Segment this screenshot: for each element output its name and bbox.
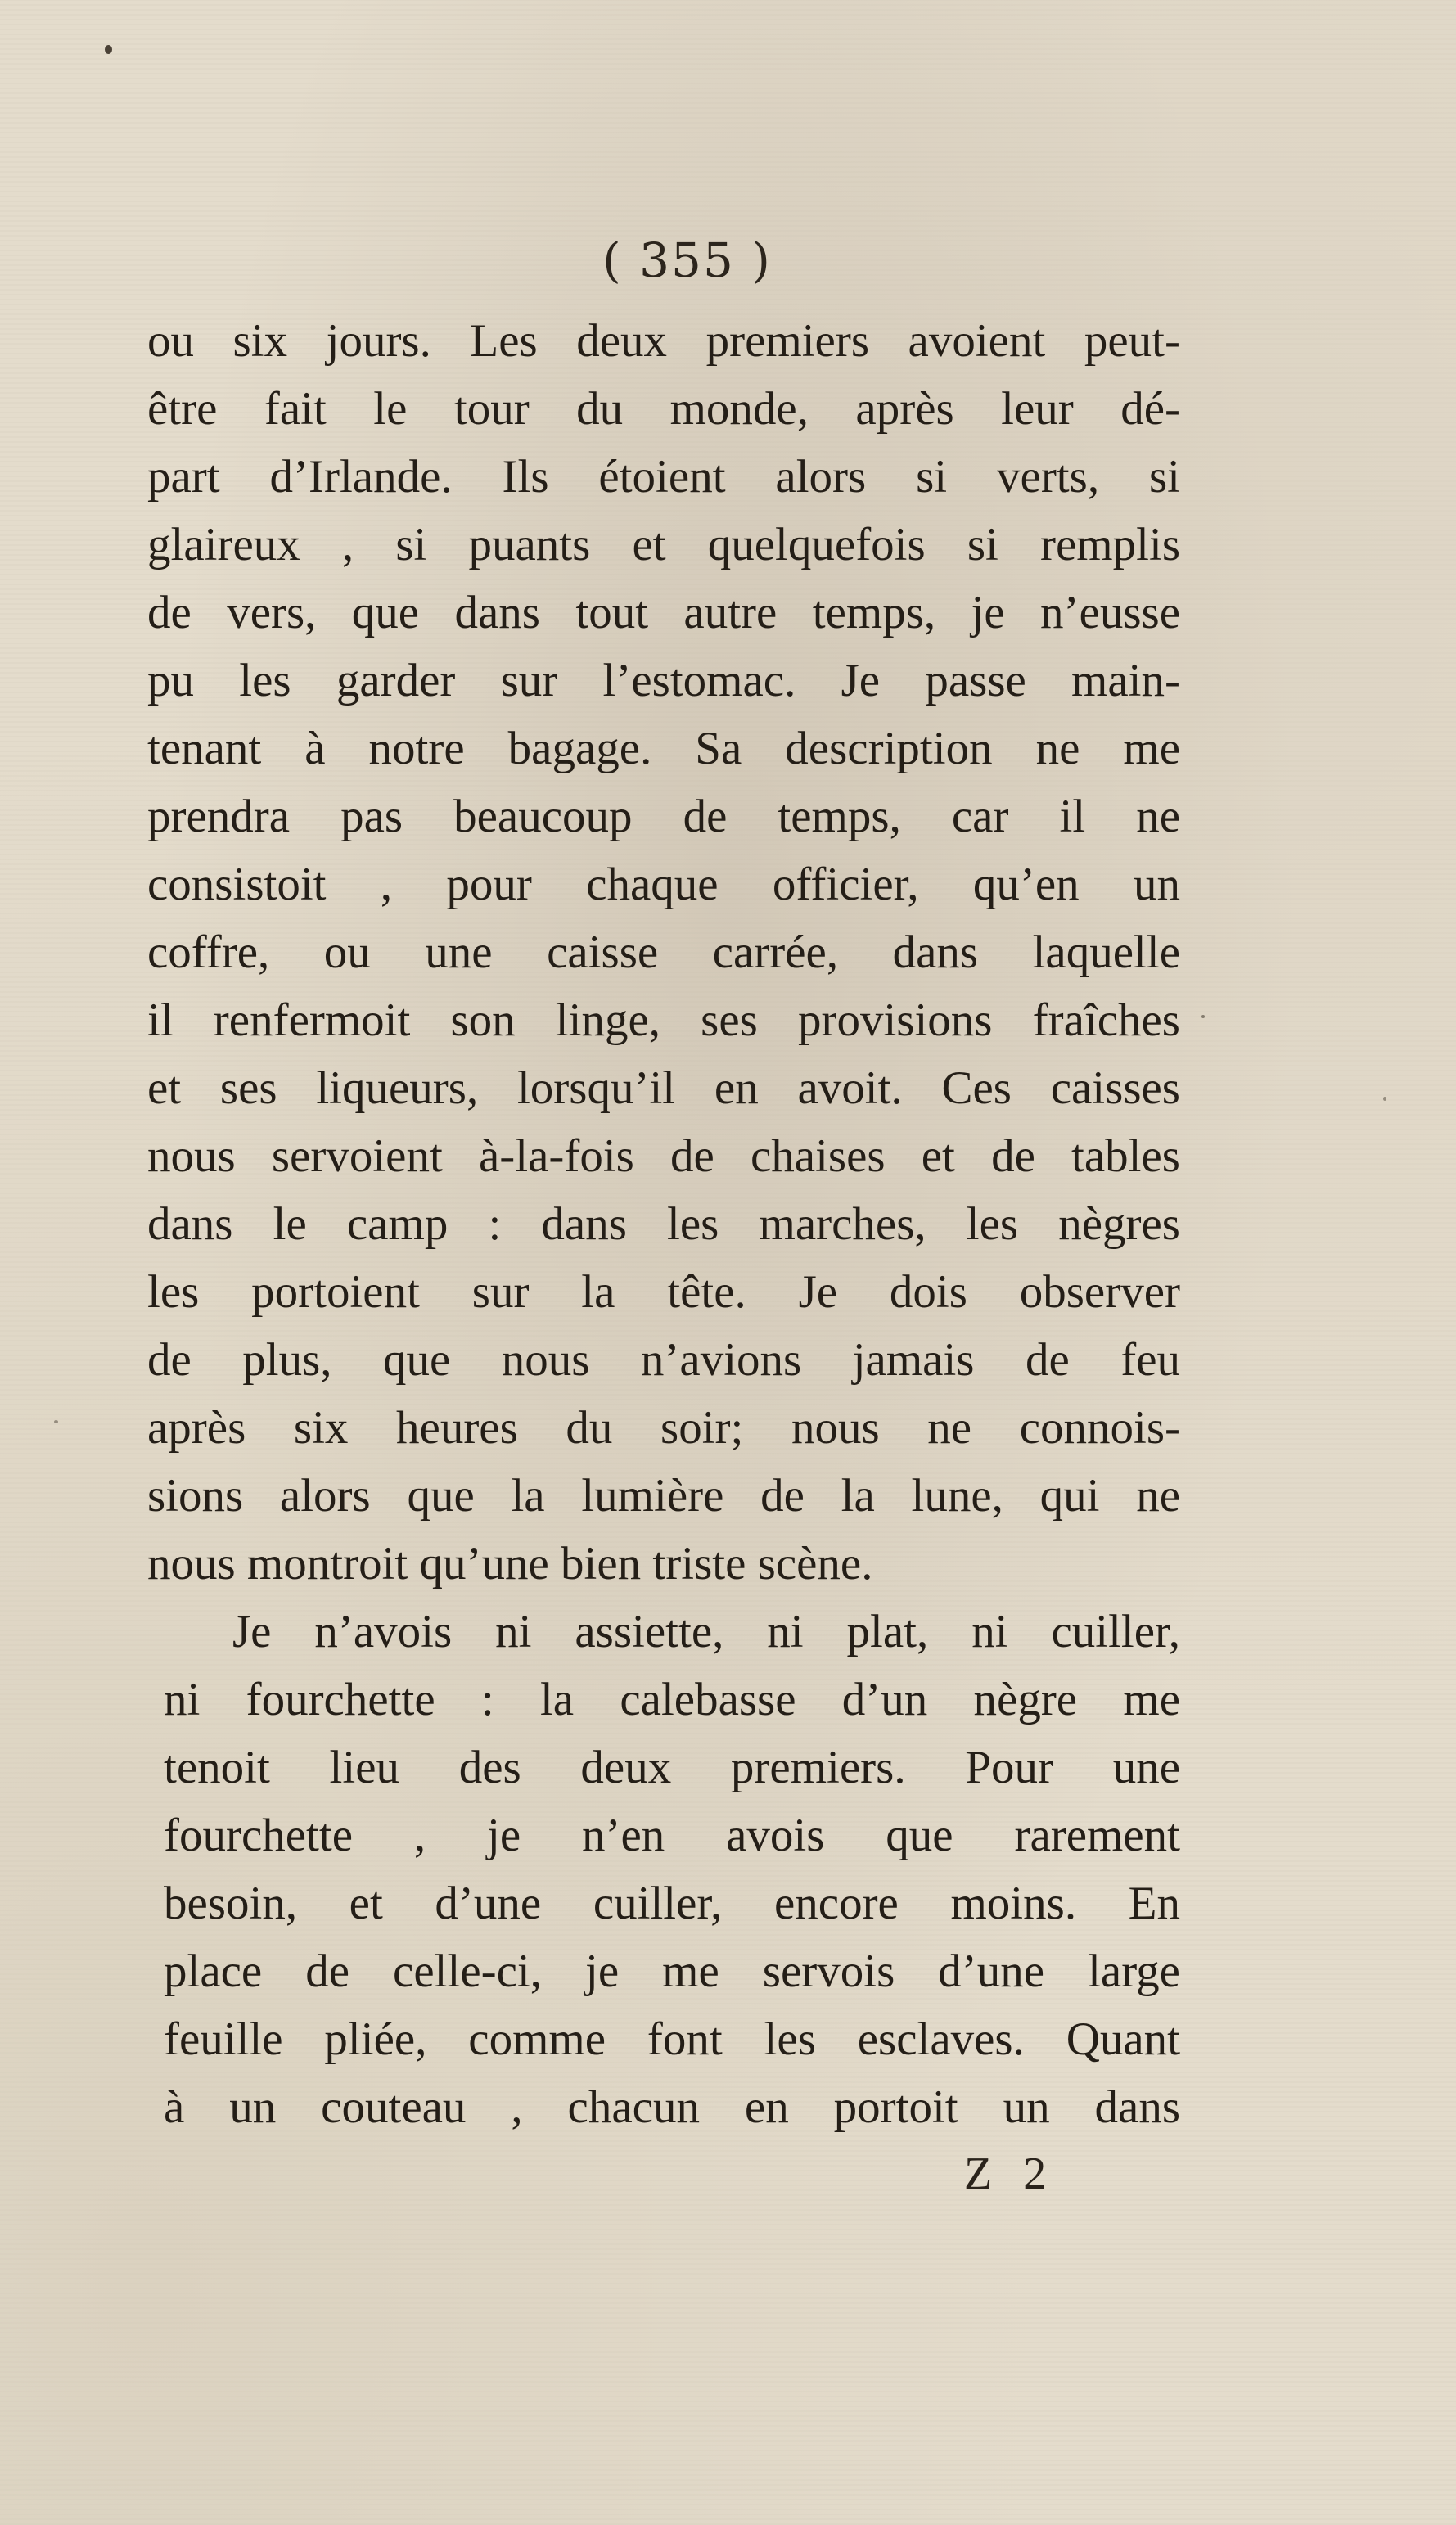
text-line: prendra pas beaucoup de temps, car il ne — [147, 791, 1180, 842]
paragraph — [147, 307, 1180, 1598]
text-line: après six heures du soir; nous ne connois- — [147, 1402, 1180, 1454]
text-line: feuille pliée, comme font les esclaves. Quant — [164, 2013, 1180, 2065]
text-line: glaireux , si puants et quelquefois si remplis — [147, 519, 1180, 570]
text-line: ni fourchette : la calebasse d’un nègre me — [164, 1674, 1180, 1725]
text-line: tenoit lieu des deux premiers. Pour une — [164, 1742, 1180, 1793]
paper-speck — [105, 45, 112, 54]
text-line: les portoient sur la tête. Je dois observer — [147, 1266, 1180, 1318]
text-line: Je n’avois ni assiette, ni plat, ni cuiller, — [232, 1606, 1180, 1657]
paper-speck — [1383, 1097, 1386, 1101]
text-line: dans le camp : dans les marches, les nègres — [147, 1198, 1180, 1250]
paper-speck — [1201, 1015, 1205, 1018]
text-line: tenant à notre bagage. Sa description ne me — [147, 723, 1180, 774]
text-line: il renfermoit son linge, ses provisions fraîches — [147, 994, 1180, 1046]
text-line: à un couteau , chacun en portoit un dans — [164, 2081, 1180, 2133]
text-line: fourchette , je n’en avois que rarement — [164, 1810, 1180, 1861]
paragraph — [147, 1598, 1180, 2141]
text-line: pu les garder sur l’estomac. Je passe main- — [147, 655, 1180, 706]
text-line: de plus, que nous n’avions jamais de feu — [147, 1334, 1180, 1386]
text-line: place de celle-ci, je me servois d’une large — [164, 1946, 1180, 1997]
text-line: sions alors que la lumière de la lune, qui ne — [147, 1470, 1180, 1522]
text-line: consistoit , pour chaque officier, qu’en un — [147, 859, 1180, 910]
paper-speck — [54, 1420, 58, 1423]
text-line: nous montroit qu’une bien triste scène. — [147, 1538, 873, 1589]
text-line: et ses liqueurs, lorsqu’il en avoit. Ces caisses — [147, 1062, 1180, 1114]
text-line: coffre, ou une caisse carrée, dans laquelle — [147, 927, 1180, 978]
text-line: ou six jours. Les deux premiers avoient peut- — [147, 315, 1180, 367]
page-number: ( 355 ) — [602, 232, 772, 288]
text-line: besoin, et d’une cuiller, encore moins. En — [164, 1878, 1180, 1929]
signature-mark: Z 2 — [964, 2149, 1057, 2199]
text-line: nous servoient à-la-fois de chaises et de tables — [147, 1130, 1180, 1182]
text-line: part d’Irlande. Ils étoient alors si verts, si — [147, 451, 1180, 503]
body-text — [147, 307, 1180, 2141]
text-line: être fait le tour du monde, après leur dé- — [147, 383, 1180, 435]
text-line: de vers, que dans tout autre temps, je n’eusse — [147, 587, 1180, 638]
